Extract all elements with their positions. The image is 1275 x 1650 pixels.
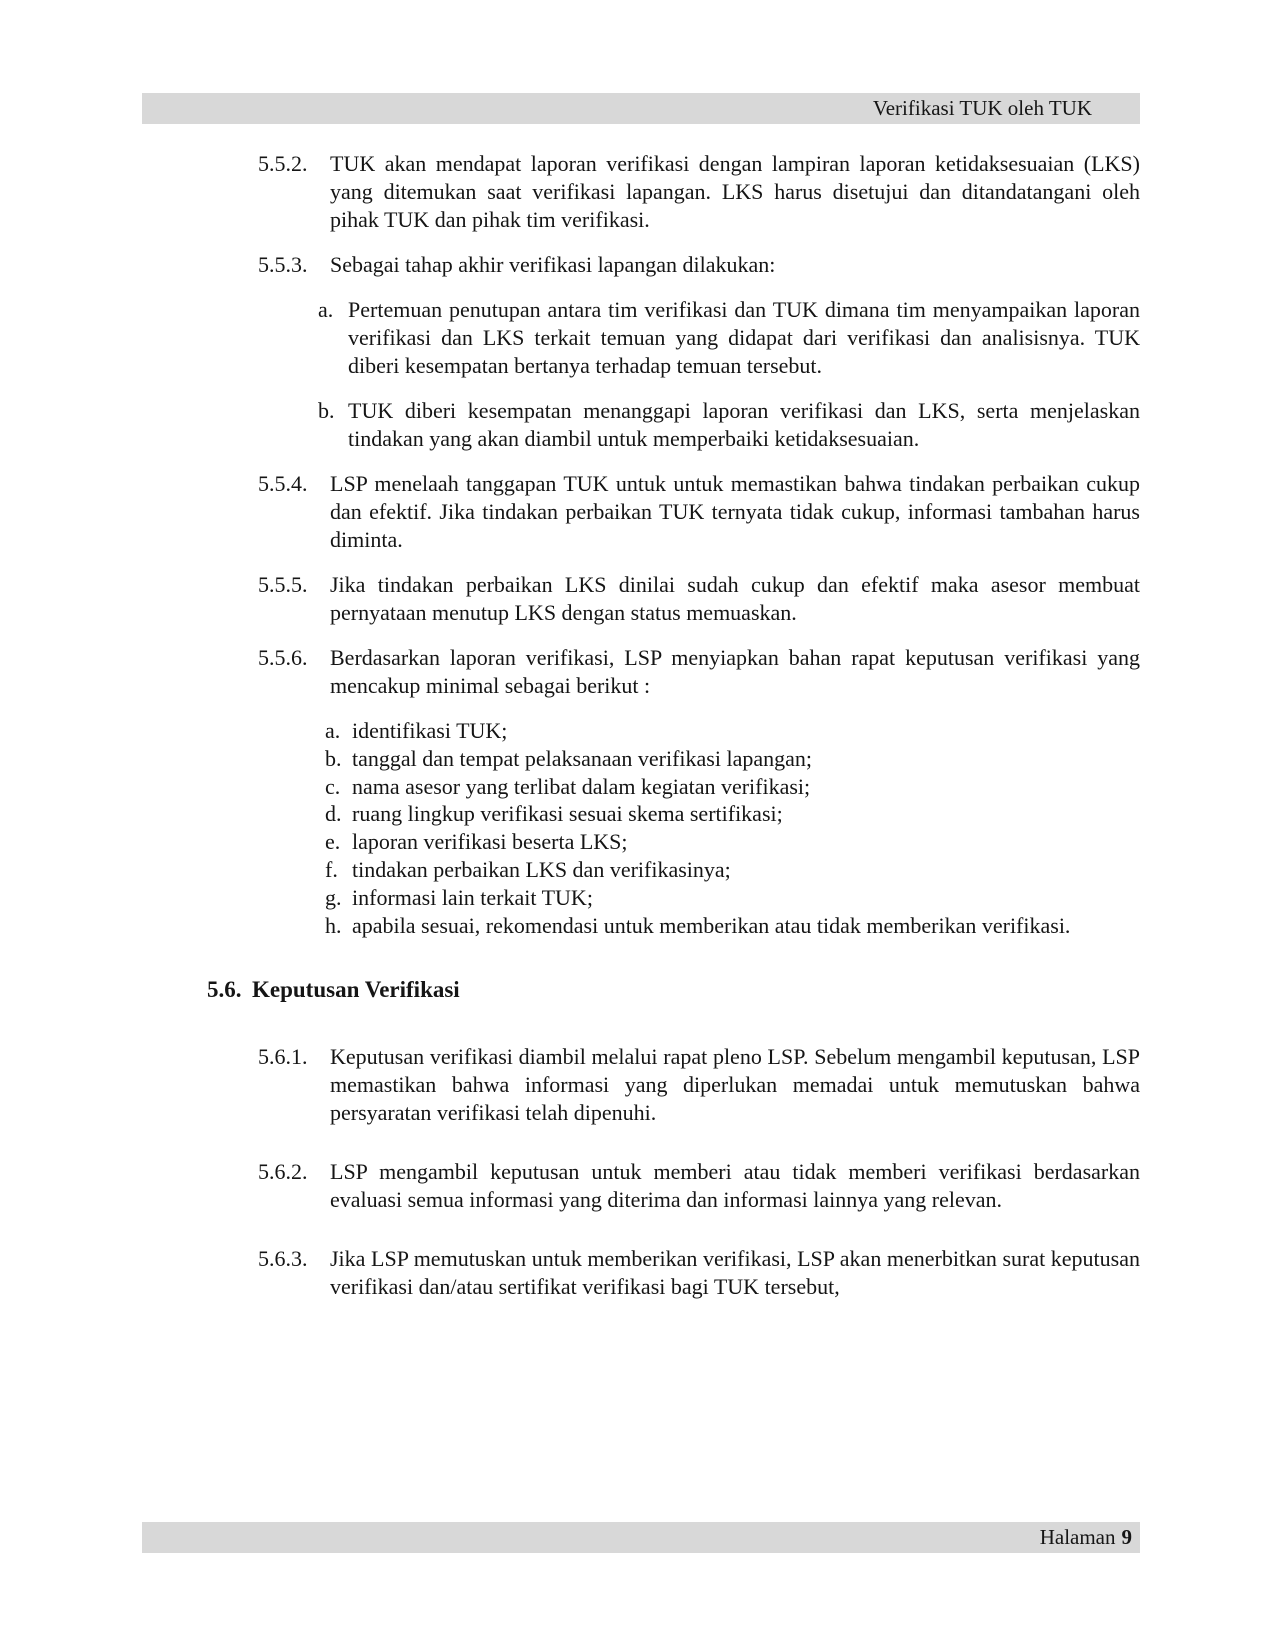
clause-5-5-4 bbox=[142, 470, 1140, 554]
letter-marker: a. bbox=[325, 718, 341, 743]
letter-text: tindakan perbaikan LKS dan verifikasinya; bbox=[352, 856, 731, 882]
letter-item-b bbox=[142, 745, 1140, 773]
page-number: 9 bbox=[1121, 1525, 1132, 1549]
clause-text: TUK akan mendapat laporan verifikasi dengan lampiran laporan ketidaksesuaian (LKS) yang ditemukan saat verifikasi lapangan. LKS harus disetujui dan ditandatangani oleh pihak TUK dan pihak tim verifikasi. bbox=[330, 151, 1140, 232]
clause-text: Berdasarkan laporan verifikasi, LSP menyiapkan bahan rapat keputusan verifikasi yang mencakup minimal sebagai berikut : bbox=[330, 645, 1140, 698]
clause-number: 5.5.5. bbox=[258, 572, 308, 597]
letter-item-d bbox=[142, 800, 1140, 828]
clause-text: LSP mengambil keputusan untuk memberi atau tidak memberi verifikasi berdasarkan evaluasi semua informasi yang diterima dan informasi lainnya yang relevan. bbox=[330, 1159, 1140, 1213]
letter-item-c bbox=[142, 773, 1140, 801]
letter-marker: b. bbox=[325, 745, 342, 771]
clause-text: LSP menelaah tanggapan TUK untuk untuk memastikan bahwa tindakan perbaikan cukup dan efektif. Jika tindakan perbaikan TUK ternyata tidak cukup, informasi tambahan harus diminta. bbox=[330, 471, 1140, 552]
letter-item-h bbox=[142, 912, 1140, 940]
page-header-bar bbox=[142, 93, 1140, 124]
clause-text: Jika tindakan perbaikan LKS dinilai sudah cukup dan efektif maka asesor membuat pernyataan menutup LKS dengan status memuaskan. bbox=[330, 572, 1140, 625]
letter-text: informasi lain terkait TUK; bbox=[352, 884, 593, 910]
clause-5-6-2 bbox=[142, 1158, 1140, 1214]
clause-5-6-1 bbox=[142, 1043, 1140, 1127]
letter-item-f bbox=[142, 856, 1140, 884]
clause-5-5-2 bbox=[142, 150, 1140, 234]
clause-number: 5.6.1. bbox=[258, 1044, 308, 1070]
letter-text: tanggal dan tempat pelaksanaan verifikasi lapangan; bbox=[352, 745, 812, 771]
letter-marker: f. bbox=[325, 856, 338, 882]
clause-5-5-5 bbox=[142, 571, 1140, 627]
header-title: Verifikasi TUK oleh TUK bbox=[872, 96, 1092, 120]
letter-text: nama asesor yang terlibat dalam kegiatan verifikasi; bbox=[352, 773, 811, 799]
clause-5-6-3 bbox=[142, 1245, 1140, 1301]
letter-marker: c. bbox=[325, 773, 341, 799]
letter-text: apabila sesuai, rekomendasi untuk memberikan atau tidak memberikan verifikasi. bbox=[352, 912, 1071, 938]
clause-number: 5.5.6. bbox=[258, 645, 308, 670]
clause-number: 5.5.4. bbox=[258, 471, 308, 496]
clause-number: 5.6.2. bbox=[258, 1159, 308, 1185]
page-footer-bar bbox=[142, 1522, 1140, 1553]
letter-item-e bbox=[142, 828, 1140, 856]
letter-item-a bbox=[142, 717, 1140, 745]
document-content bbox=[142, 150, 1140, 1318]
clause-number: 5.6.3. bbox=[258, 1246, 308, 1272]
subclause-text: Pertemuan penutupan antara tim verifikasi dan TUK dimana tim menyampaikan laporan verifikasi dan LKS terkait temuan yang didapat dari verifikasi dan analisisnya. TUK diberi kesempatan bertanya terhadap temuan tersebut. bbox=[348, 297, 1140, 378]
heading-title: Keputusan Verifikasi bbox=[252, 977, 460, 1003]
clause-number: 5.5.2. bbox=[258, 151, 308, 176]
section-heading-5-6 bbox=[142, 975, 1140, 1005]
clause-5-5-6 bbox=[142, 644, 1140, 700]
subclause-marker: b. bbox=[318, 398, 335, 423]
subclause-5-5-3-a bbox=[142, 296, 1140, 380]
clause-number: 5.5.3. bbox=[258, 252, 308, 277]
letter-marker: g. bbox=[325, 884, 342, 910]
letter-marker: d. bbox=[325, 801, 342, 827]
letter-text: ruang lingkup verifikasi sesuai skema sertifikasi; bbox=[352, 801, 783, 827]
clause-text: Sebagai tahap akhir verifikasi lapangan dilakukan: bbox=[330, 252, 776, 277]
letter-item-g bbox=[142, 884, 1140, 912]
letter-text: laporan verifikasi beserta LKS; bbox=[352, 829, 628, 855]
letter-text: identifikasi TUK; bbox=[352, 718, 508, 743]
subclause-marker: a. bbox=[318, 297, 334, 322]
subclause-5-5-3-b bbox=[142, 397, 1140, 453]
letter-list-5-5-6 bbox=[142, 717, 1140, 939]
footer-label: Halaman bbox=[1039, 1525, 1116, 1549]
clause-text: Jika LSP memutuskan untuk memberikan verifikasi, LSP akan menerbitkan surat keputusan verifikasi dan/atau sertifikat verifikasi bagi TUK tersebut, bbox=[330, 1246, 1140, 1300]
clause-5-5-3 bbox=[142, 251, 1140, 279]
letter-marker: e. bbox=[325, 829, 341, 855]
heading-number: 5.6. bbox=[207, 977, 242, 1003]
letter-marker: h. bbox=[325, 912, 342, 938]
clause-text: Keputusan verifikasi diambil melalui rapat pleno LSP. Sebelum mengambil keputusan, LSP memastikan bahwa informasi yang diperlukan memadai untuk memutuskan bahwa persyaratan verifikasi telah dipenuhi. bbox=[330, 1044, 1140, 1126]
subclause-text: TUK diberi kesempatan menanggapi laporan verifikasi dan LKS, serta menjelaskan tindakan yang akan diambil untuk memperbaiki ketidaksesuaian. bbox=[348, 398, 1140, 451]
